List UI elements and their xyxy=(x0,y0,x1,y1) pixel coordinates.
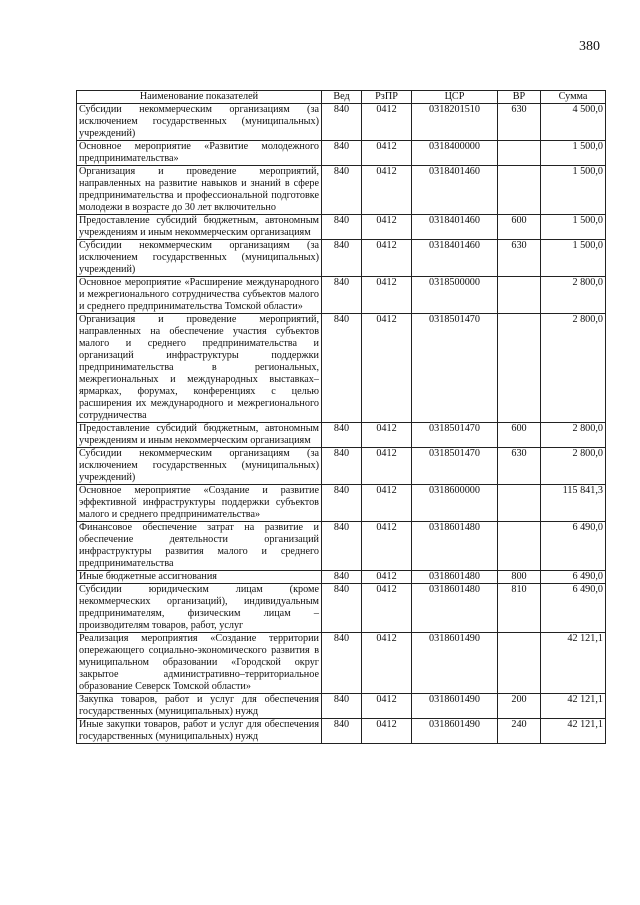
table-row xyxy=(77,215,606,240)
cell-ved: 840 xyxy=(322,166,362,215)
cell-rzpr: 0412 xyxy=(362,166,412,215)
cell-sum: 1 500,0 xyxy=(541,215,606,240)
cell-csr: 0318401460 xyxy=(412,215,498,240)
cell-vr: 600 xyxy=(498,215,541,240)
cell-sum: 115 841,3 xyxy=(541,485,606,522)
cell-ved: 840 xyxy=(322,694,362,719)
cell-name: Предоставление субсидий бюджетным, автономным учреждениям и иным некоммерческим организациям xyxy=(77,423,322,448)
cell-rzpr: 0412 xyxy=(362,522,412,571)
cell-rzpr: 0412 xyxy=(362,423,412,448)
table-row xyxy=(77,522,606,571)
cell-csr: 0318500000 xyxy=(412,277,498,314)
cell-name: Предоставление субсидий бюджетным, автономным учреждениям и иным некоммерческим организациям xyxy=(77,215,322,240)
cell-name: Основное мероприятие «Расширение международного и межрегионального сотрудничества субъектов малого и среднего предпринимательства Томской области» xyxy=(77,277,322,314)
cell-name: Финансовое обеспечение затрат на развитие и обеспечение деятельности организаций инфраструктуры развития малого и среднего предпринимательства xyxy=(77,522,322,571)
cell-ved: 840 xyxy=(322,633,362,694)
cell-csr: 0318600000 xyxy=(412,485,498,522)
cell-name: Субсидии некоммерческим организациям (за исключением государственных (муниципальных) учреждений) xyxy=(77,448,322,485)
cell-vr xyxy=(498,277,541,314)
cell-rzpr: 0412 xyxy=(362,314,412,423)
cell-ved: 840 xyxy=(322,104,362,141)
cell-name: Иные закупки товаров, работ и услуг для обеспечения государственных (муниципальных) нужд xyxy=(77,719,322,744)
cell-vr: 810 xyxy=(498,584,541,633)
table-row xyxy=(77,633,606,694)
cell-vr: 630 xyxy=(498,448,541,485)
cell-ved: 840 xyxy=(322,522,362,571)
cell-rzpr: 0412 xyxy=(362,141,412,166)
cell-ved: 840 xyxy=(322,277,362,314)
table-header-row xyxy=(77,91,606,104)
cell-csr: 0318601490 xyxy=(412,694,498,719)
table-row xyxy=(77,166,606,215)
cell-vr xyxy=(498,314,541,423)
table-row xyxy=(77,584,606,633)
page-number: 380 xyxy=(579,39,600,54)
cell-csr: 0318601490 xyxy=(412,633,498,694)
cell-csr: 0318400000 xyxy=(412,141,498,166)
table-row xyxy=(77,448,606,485)
cell-csr: 0318601480 xyxy=(412,522,498,571)
cell-sum: 42 121,1 xyxy=(541,694,606,719)
cell-vr xyxy=(498,141,541,166)
cell-rzpr: 0412 xyxy=(362,584,412,633)
cell-vr xyxy=(498,485,541,522)
cell-ved: 840 xyxy=(322,448,362,485)
cell-sum: 6 490,0 xyxy=(541,571,606,584)
cell-name: Основное мероприятие «Создание и развитие эффективной инфраструктуры поддержки субъектов малого и среднего предпринимательства» xyxy=(77,485,322,522)
cell-name: Реализация мероприятия «Создание территории опережающего социально-экономического развития в муниципальном образовании «Городской округ закрытое административно–территориальное образование Северск Томской области» xyxy=(77,633,322,694)
table-row xyxy=(77,719,606,744)
cell-rzpr: 0412 xyxy=(362,104,412,141)
cell-name: Иные бюджетные ассигнования xyxy=(77,571,322,584)
table-row xyxy=(77,240,606,277)
cell-vr: 200 xyxy=(498,694,541,719)
cell-name: Организация и проведение мероприятий, направленных на развитие навыков и знаний в сфере предпринимательства и профессиональной подготовке молодежи в возрасте до 30 лет включительно xyxy=(77,166,322,215)
header-name: Наименование показателей xyxy=(77,91,322,104)
table-row xyxy=(77,277,606,314)
cell-vr xyxy=(498,633,541,694)
cell-name: Субсидии некоммерческим организациям (за исключением государственных (муниципальных) учреждений) xyxy=(77,104,322,141)
cell-sum: 2 800,0 xyxy=(541,277,606,314)
header-ved: Вед xyxy=(322,91,362,104)
cell-ved: 840 xyxy=(322,571,362,584)
cell-csr: 0318401460 xyxy=(412,166,498,215)
table-body xyxy=(77,104,606,744)
cell-sum: 2 800,0 xyxy=(541,423,606,448)
cell-vr xyxy=(498,522,541,571)
cell-sum: 4 500,0 xyxy=(541,104,606,141)
cell-sum: 1 500,0 xyxy=(541,141,606,166)
cell-ved: 840 xyxy=(322,240,362,277)
cell-rzpr: 0412 xyxy=(362,719,412,744)
cell-sum: 2 800,0 xyxy=(541,448,606,485)
cell-sum: 6 490,0 xyxy=(541,522,606,571)
cell-rzpr: 0412 xyxy=(362,485,412,522)
cell-vr: 800 xyxy=(498,571,541,584)
cell-sum: 42 121,1 xyxy=(541,633,606,694)
table-row xyxy=(77,694,606,719)
cell-sum: 6 490,0 xyxy=(541,584,606,633)
cell-name: Закупка товаров, работ и услуг для обеспечения государственных (муниципальных) нужд xyxy=(77,694,322,719)
budget-table xyxy=(76,90,606,744)
cell-rzpr: 0412 xyxy=(362,571,412,584)
cell-ved: 840 xyxy=(322,719,362,744)
cell-csr: 0318401460 xyxy=(412,240,498,277)
table-row xyxy=(77,485,606,522)
cell-csr: 0318201510 xyxy=(412,104,498,141)
cell-rzpr: 0412 xyxy=(362,633,412,694)
table-row xyxy=(77,104,606,141)
cell-ved: 840 xyxy=(322,314,362,423)
cell-sum: 2 800,0 xyxy=(541,314,606,423)
cell-csr: 0318501470 xyxy=(412,423,498,448)
header-vr: ВР xyxy=(498,91,541,104)
cell-ved: 840 xyxy=(322,215,362,240)
cell-name: Организация и проведение мероприятий, направленных на обеспечение участия субъектов малого и среднего предпринимательства и организаций инфраструктуры поддержки предпринимательства в региональных, межрегиональных и международных выставках–ярмарках, форумах, конференциях с целью расширения их международного и межрегионального сотрудничества xyxy=(77,314,322,423)
table-row xyxy=(77,141,606,166)
cell-rzpr: 0412 xyxy=(362,694,412,719)
cell-ved: 840 xyxy=(322,141,362,166)
table-row xyxy=(77,314,606,423)
cell-sum: 1 500,0 xyxy=(541,240,606,277)
cell-sum: 1 500,0 xyxy=(541,166,606,215)
cell-csr: 0318501470 xyxy=(412,314,498,423)
cell-name: Субсидии некоммерческим организациям (за исключением государственных (муниципальных) учреждений) xyxy=(77,240,322,277)
cell-vr: 240 xyxy=(498,719,541,744)
cell-vr: 630 xyxy=(498,240,541,277)
cell-name: Основное мероприятие «Развитие молодежного предпринимательства» xyxy=(77,141,322,166)
cell-rzpr: 0412 xyxy=(362,277,412,314)
cell-csr: 0318601490 xyxy=(412,719,498,744)
table-row xyxy=(77,571,606,584)
cell-sum: 42 121,1 xyxy=(541,719,606,744)
cell-name: Субсидии юридическим лицам (кроме некоммерческих организаций), индивидуальным предпринимателям, физическим лицам – производителям товаров, работ, услуг xyxy=(77,584,322,633)
cell-ved: 840 xyxy=(322,584,362,633)
header-csr: ЦСР xyxy=(412,91,498,104)
cell-rzpr: 0412 xyxy=(362,240,412,277)
cell-vr xyxy=(498,166,541,215)
table-row xyxy=(77,423,606,448)
cell-rzpr: 0412 xyxy=(362,215,412,240)
cell-csr: 0318601480 xyxy=(412,571,498,584)
cell-rzpr: 0412 xyxy=(362,448,412,485)
header-rzpr: РзПР xyxy=(362,91,412,104)
cell-csr: 0318501470 xyxy=(412,448,498,485)
cell-ved: 840 xyxy=(322,485,362,522)
cell-csr: 0318601480 xyxy=(412,584,498,633)
cell-ved: 840 xyxy=(322,423,362,448)
cell-vr: 630 xyxy=(498,104,541,141)
header-sum: Сумма xyxy=(541,91,606,104)
cell-vr: 600 xyxy=(498,423,541,448)
